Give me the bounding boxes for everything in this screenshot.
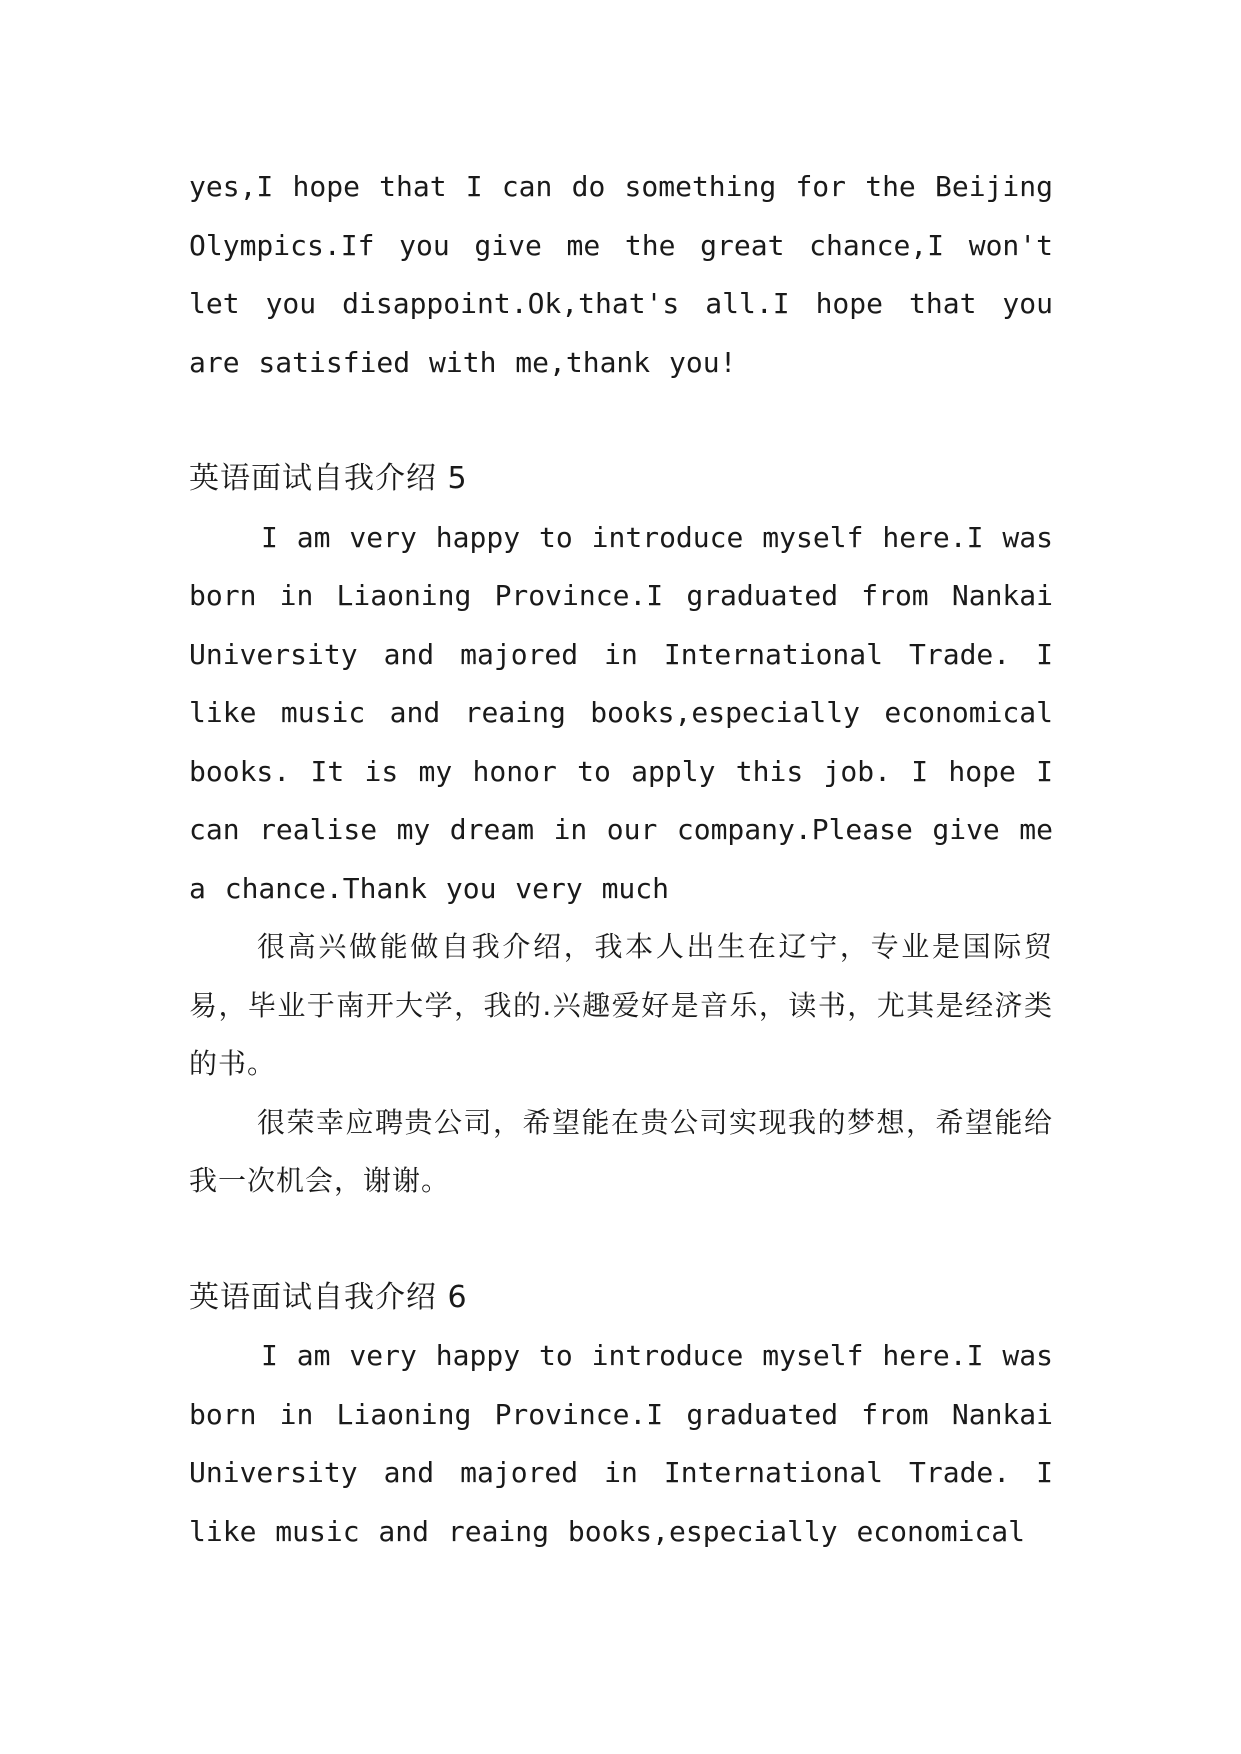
document-body [189,158,1053,1561]
section-5-english-paragraph: I am very happy to introduce myself here.I was born in Liaoning Province.I graduated from Nankai University and majored in International Trade. I like music and reaing books,especially economical books. It is my honor to apply this job. I hope I can realise my dream in our company.Please give me a chance.Thank you very much [189,520,1053,905]
continued-paragraph: yes,I hope that I can do something for the Beijing Olympics.If you give me the great chance,I won't let you disappoint.Ok,that's all.I hope that you are satisfied with me,thank you! [189,170,1053,379]
section-6-english-paragraph: I am very happy to introduce myself here.I was born in Liaoning Province.I graduated from Nankai University and majored in International Trade. I like music and reaing books,especially economical [189,1339,1053,1548]
section-heading-5: 英语面试自我介绍 5 [189,461,468,496]
section-heading-6: 英语面试自我介绍 6 [189,1279,468,1315]
section-5-chinese-paragraph-2: 很荣幸应聘贵公司，希望能在贵公司实现我的梦想，希望能给我一次机会，谢谢。 [189,1105,1053,1197]
section-5-chinese-paragraph-1: 很高兴做能做自我介绍，我本人出生在辽宁，专业是国际贸易，毕业于南开大学，我的.兴趣爱好是音乐，读书，尤其是经济类的书。 [189,930,1053,1080]
